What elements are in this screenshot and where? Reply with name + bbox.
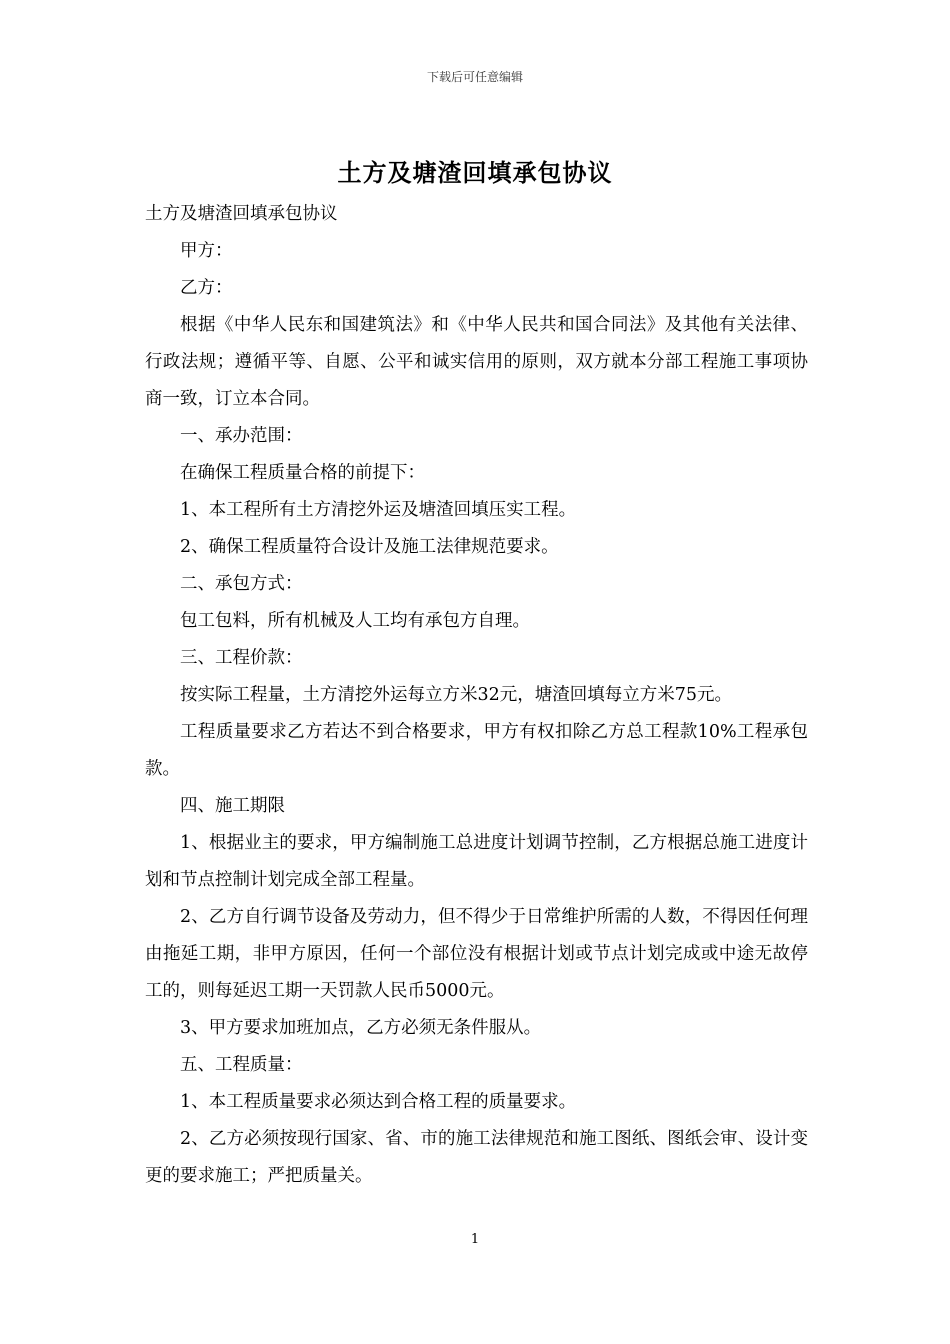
paragraph: 按实际工程量，土方清挖外运每立方米32元，塘渣回填每立方米75元。 xyxy=(180,685,733,705)
party-a-line: 甲方： xyxy=(180,241,233,261)
section-heading: 二、承包方式： xyxy=(180,574,303,594)
header-note: 下载后可任意编辑 xyxy=(426,70,523,84)
paragraph: 包工包料，所有机械及人工均有承包方自理。 xyxy=(180,611,530,631)
section-heading: 四、施工期限 xyxy=(180,796,285,816)
list-item: 2、确保工程质量符合设计及施工法律规范要求。 xyxy=(180,537,559,557)
paragraph: 土方及塘渣回填承包协议 xyxy=(145,204,338,224)
list-item: 1、本工程所有土方清挖外运及塘渣回填压实工程。 xyxy=(180,500,577,520)
paragraph: 工程质量要求乙方若达不到合格要求，甲方有权扣除乙方总工程款10%工程承包款。 xyxy=(145,722,808,779)
list-item: 2、乙方必须按现行国家、省、市的施工法律规范和施工图纸、图纸会审、设计变更的要求施工；严把质量关。 xyxy=(145,1129,808,1186)
list-item: 1、根据业主的要求，甲方编制施工总进度计划调节控制，乙方根据总施工进度计划和节点控制计划完成全部工程量。 xyxy=(145,833,808,890)
section-heading: 一、承办范围： xyxy=(180,426,303,446)
section-heading: 五、工程质量： xyxy=(180,1055,303,1075)
list-item: 3、甲方要求加班加点，乙方必须无条件服从。 xyxy=(180,1018,542,1038)
list-item: 2、乙方自行调节设备及劳动力，但不得少于日常维护所需的人数，不得因任何理由拖延工期，非甲方原因，任何一个部位没有根据计划或节点计划完成或中途无故停工的，则每延迟工期一天罚款人民币5000元。 xyxy=(145,907,808,1001)
paragraph: 在确保工程质量合格的前提下： xyxy=(180,463,425,483)
paragraph: 根据《中华人民东和国建筑法》和《中华人民共和国合同法》及其他有关法律、行政法规；遵循平等、自愿、公平和诚实信用的原则，双方就本分部工程施工事项协商一致，订立本合同。 xyxy=(145,315,808,409)
list-item: 1、本工程质量要求必须达到合格工程的质量要求。 xyxy=(180,1092,577,1112)
party-b-line: 乙方： xyxy=(180,278,233,298)
page-number: 1 xyxy=(470,1232,480,1247)
section-heading: 三、工程价款： xyxy=(180,648,303,668)
document-body xyxy=(145,196,808,1195)
document-title: 土方及塘渣回填承包协议 xyxy=(337,158,613,187)
